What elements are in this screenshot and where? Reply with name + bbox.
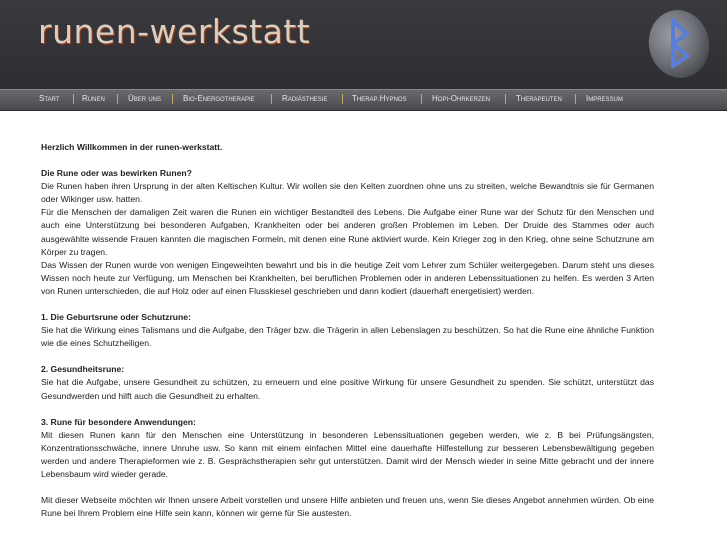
nav-separator <box>271 94 272 104</box>
section-text-besondere-anwendungen: Mit diesen Runen kann für den Menschen eine Unterstützung in besonderen Lebenssituationen gegeben werden, wie z. B bei Prüfungsängsten, Konzentrationsschwäche, innere Unruhe usw. So kann mit einem einfachen Mittel eine dauerhafte Hilfestellung zur besseren Lebensbewältigung gegeben werden und andere Therapieformen wie z. B. Gesprächstherapien sehr gut unterstützen. Damit wird der Mensch wieder in seine Mitte gebracht und der innere Lebensbaum wird wieder gerade. <box>41 429 654 479</box>
section-heading-geburtsrune: 1. Die Geburtsrune oder Schutzrune: <box>41 312 191 323</box>
welcome-heading: Herzlich Willkommen in der runen-werkstatt. <box>41 142 223 152</box>
nav-runen[interactable]: Runen <box>82 94 105 103</box>
intro-paragraph: Die Runen haben ihren Ursprung in der alten Keltischen Kultur. Wir wollen sie den Kelten zuordnen ohne uns zu streiten, welche Bewandtnis sie für Germanen oder Wikinger usw. hatten. <box>41 181 654 205</box>
nav-separator <box>172 94 173 104</box>
closing-paragraph: Mit dieser Webseite möchten wir Ihnen unsere Arbeit vorstellen und unsere Hilfe anbieten und freuen uns, wenn Sie dieses Angebot annehmen würden. Ob eine Rune bei Ihrem Problem eine Hilfe sein kann, können wir gerne für Sie austesten. <box>41 495 654 519</box>
section-heading-gesundheitsrune: 2. Gesundheitsrune: <box>41 364 125 375</box>
main-content <box>41 141 654 520</box>
history-paragraph: Für die Menschen der damaligen Zeit waren die Runen ein wichtiger Bestandteil des Lebens. Die Aufgabe einer Rune war der Schutz für den Menschen und auch eine Unterstützung bei besonderen Aufgaben, Krankheiten oder bei anderen großen Problemen im Leben. Der Druide des Stammes oder auch ausgewählte wissende Frauen kannten die magischen Formeln, mit denen eine Rune aktiviert wurde. Kein Krieger zog in den Krieg, ohne seine Schutzrune am Körper zu tragen. <box>41 207 654 257</box>
nav-radiaesthesie[interactable]: Radiästhesie <box>282 94 328 103</box>
section-text-gesundheitsrune: Sie hat die Aufgabe, unsere Gesundheit zu schützen, zu erneuern und eine positive Wirkung für unsere Gesundheit zu spenden. Sie schützt, unterstützt das Gesundwerden und hilft auch die Gesundheit zu erhalten. <box>41 377 654 401</box>
knowledge-paragraph: Das Wissen der Runen wurde von wenigen Eingeweihten bewahrt und bis in die heutige Zeit vom Lehrer zum Schüler weitergegeben. Darum steht uns dieses Wissen noch heute zur Verfügung, um Menschen bei Krankheiten, bei beruflichen Problemen oder in anderen Lebenssituationen zu helfen. Es werden 3 Arten von Runen unterschieden, die auf Holz oder auf einen Flusskiesel geschrieben und dann kodiert (dauerhaft energetisiert) werden. <box>41 259 654 296</box>
site-logo-title[interactable]: runen-werkstatt <box>38 12 311 51</box>
nav-bio-energotherapie[interactable]: Bio-Energotherapie <box>183 94 255 103</box>
nav-therapeuten[interactable]: Therapeuten <box>516 94 562 103</box>
nav-separator <box>117 94 118 104</box>
main-navigation <box>0 89 727 111</box>
section-heading-besondere-anwendungen: 3. Rune für besondere Anwendungen: <box>41 416 196 427</box>
nav-start[interactable]: Start <box>39 94 60 103</box>
site-header <box>0 0 727 89</box>
nav-therap-hypnos[interactable]: Therap.Hypnos <box>352 94 407 103</box>
rune-stone-icon <box>644 8 714 80</box>
nav-ueber-uns[interactable]: Über uns <box>128 94 162 103</box>
nav-separator <box>575 94 576 104</box>
nav-impressum[interactable]: Impressum <box>586 94 623 103</box>
nav-separator <box>73 94 74 104</box>
runes-question-heading: Die Rune oder was bewirken Runen? <box>41 168 192 179</box>
nav-separator <box>342 94 343 104</box>
nav-separator <box>505 94 506 104</box>
nav-hopi-ohrkerzen[interactable]: Hopi-Ohrkerzen <box>432 94 491 103</box>
section-text-geburtsrune: Sie hat die Wirkung eines Talismans und die Aufgabe, den Träger bzw. die Trägerin in allen Lebenslagen zu beschützen. So hat die Rune eine ähnliche Funktion wie die eines Schutzheiligen. <box>41 325 654 349</box>
nav-separator <box>421 94 422 104</box>
